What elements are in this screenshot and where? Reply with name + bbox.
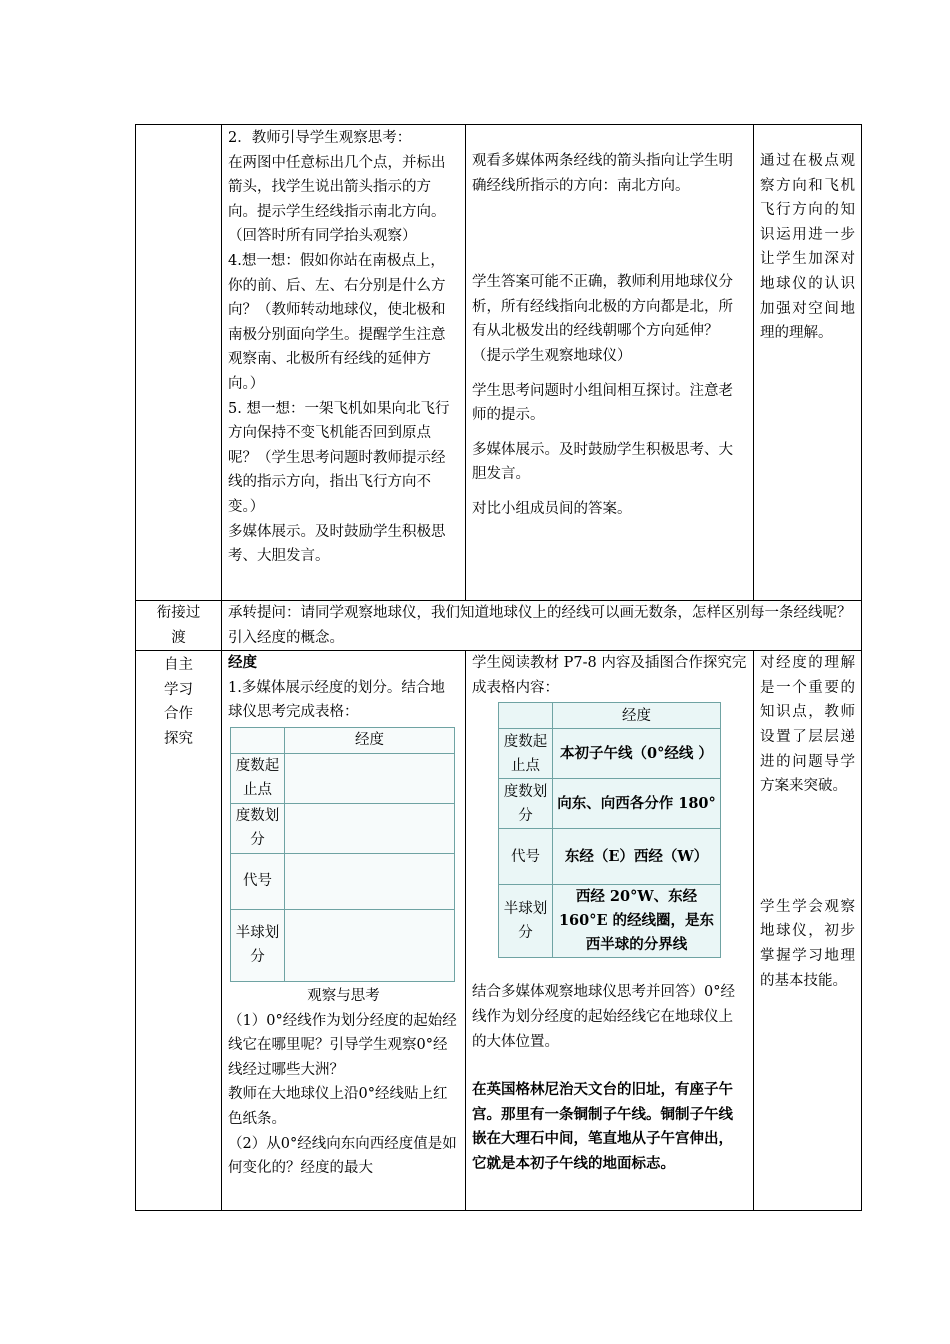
filled-longitude-table bbox=[498, 702, 721, 958]
longitude-intro: 1.多媒体展示经度的划分。结合地球仪思考完成表格： bbox=[228, 679, 445, 721]
teacher-step-2-title: 2．教师引导学生观察思考： bbox=[228, 130, 412, 146]
filled-row-label: 代号 bbox=[499, 829, 553, 885]
question-1: （1）0°经线作为划分经度的起始经线它在哪里呢？引导学生观察0°经线经过哪些大洲？ bbox=[228, 1012, 457, 1078]
student-text-4: 多媒体展示。及时鼓励学生积极思考、大胆发言。 bbox=[472, 441, 733, 483]
row-transition bbox=[136, 601, 862, 651]
row-longitude bbox=[136, 651, 862, 1211]
blank-row-label: 半球划分 bbox=[231, 909, 285, 981]
filled-row-value: 东经（E）西经（W） bbox=[553, 829, 721, 885]
stage-label-explore: 自主学习合作探究 bbox=[136, 651, 222, 1211]
longitude-teacher-cell bbox=[222, 651, 466, 1211]
blank-row-label: 度数起止点 bbox=[231, 753, 285, 803]
student-read-intro: 学生阅读教材 P7-8 内容及插图合作探究完成表格内容： bbox=[472, 655, 747, 696]
student-text-5: 对比小组成员间的答案。 bbox=[472, 500, 632, 517]
stage-label-transition: 衔接过渡 bbox=[136, 601, 222, 651]
observe-caption: 观察与思考 bbox=[307, 987, 380, 1004]
longitude-intent-cell bbox=[754, 651, 862, 1211]
filled-row-value: 本初子午线（0°经线 ） bbox=[553, 729, 721, 779]
teacher-step-4-text: 4.想一想：假如你站在南极点上，你的前、后、左、右分别是什么方向？（教师转动地球仪，使北极和南极分别面向学生。提醒学生注意观察南、北极所有经线的延伸方向。） bbox=[228, 252, 446, 392]
intent-cell bbox=[754, 125, 862, 601]
question-2: （2）从0°经线向东向西经度值是如何变化的？经度的最大 bbox=[228, 1135, 457, 1177]
filled-table-header: 经度 bbox=[553, 703, 721, 729]
student-observe-text: 结合多媒体观察地球仪思考并回答）0°经线作为划分经度的起始经线它在地球仪上的大体位置。 bbox=[472, 984, 735, 1050]
blank-row-label: 代号 bbox=[231, 853, 285, 909]
teacher-step-5-text: 5. 想一想：一架飞机如果向北飞行方向保持不变飞机能否回到原点呢？（学生思考问题时教师提示经线的指示方向，指出飞行方向不变。） bbox=[228, 400, 450, 515]
blank-cell[interactable] bbox=[285, 803, 455, 853]
teacher-activity-cell bbox=[222, 125, 466, 601]
stage-cell-empty bbox=[136, 125, 222, 601]
blank-cell[interactable] bbox=[285, 909, 455, 981]
longitude-heading: 经度 bbox=[228, 654, 257, 672]
longitude-student-cell bbox=[466, 651, 754, 1211]
greenwich-text: 在英国格林尼治天文台的旧址，有座子午宫。那里有一条铜制子午线。铜制子午线嵌在大理石中间，笔直地从子午宫伸出，它就是本初子午线的地面标志。 bbox=[472, 1081, 733, 1172]
intent-text: 通过在极点观察方向和飞机飞行方向的知识运用进一步让学生加深对地球仪的认识加强对空间地理的理解。 bbox=[760, 153, 855, 342]
blank-row-label: 度数划分 bbox=[231, 803, 285, 853]
blank-longitude-table bbox=[230, 727, 455, 982]
intent-text-a: 对经度的理解是一个重要的知识点，教师设置了层层递进的问题导学方案来突破。 bbox=[760, 655, 855, 795]
teacher-step-2-text: 在两图中任意标出几个点，并标出箭头，找学生说出箭头指示的方向。提示学生经线指示南北方向。（回答时所有同学抬头观察） bbox=[228, 154, 446, 245]
row-activities bbox=[136, 125, 862, 601]
filled-row-label: 半球划分 bbox=[499, 885, 553, 958]
blank-table-header: 经度 bbox=[285, 727, 455, 753]
intent-text-b: 学生学会观察地球仪，初步掌握学习地理的基本技能。 bbox=[760, 898, 855, 989]
lesson-plan-table bbox=[135, 124, 862, 1211]
teacher-media-text: 多媒体展示。及时鼓励学生积极思考、大胆发言。 bbox=[228, 523, 446, 565]
student-text-2: 学生答案可能不正确，教师利用地球仪分析，所有经线指向北极的方向都是北，所有从北极发出的经线朝哪个方向延伸？（提示学生观察地球仪） bbox=[472, 274, 733, 364]
student-activity-cell bbox=[466, 125, 754, 601]
transition-text-cell bbox=[222, 601, 862, 651]
blank-cell[interactable] bbox=[285, 853, 455, 909]
filled-row-value: 西经 20°W、东经160°E 的经线圈，是东西半球的分界线 bbox=[553, 885, 721, 958]
filled-row-value: 向东、向西各分作 180° bbox=[553, 779, 721, 829]
student-text-1: 观看多媒体两条经线的箭头指向让学生明确经线所指示的方向：南北方向。 bbox=[472, 153, 733, 194]
filled-row-label: 度数起止点 bbox=[499, 729, 553, 779]
blank-cell[interactable] bbox=[285, 753, 455, 803]
student-text-3: 学生思考问题时小组间相互探讨。注意老师的提示。 bbox=[472, 382, 733, 424]
transition-text: 承转提问：请同学观察地球仪，我们知道地球仪上的经线可以画无数条，怎样区别每一条经线呢？ 引入经度的概念。 bbox=[228, 605, 852, 646]
filled-row-label: 度数划分 bbox=[499, 779, 553, 829]
question-1-note: 教师在大地球仪上沿0°经线贴上红色纸条。 bbox=[228, 1086, 448, 1127]
